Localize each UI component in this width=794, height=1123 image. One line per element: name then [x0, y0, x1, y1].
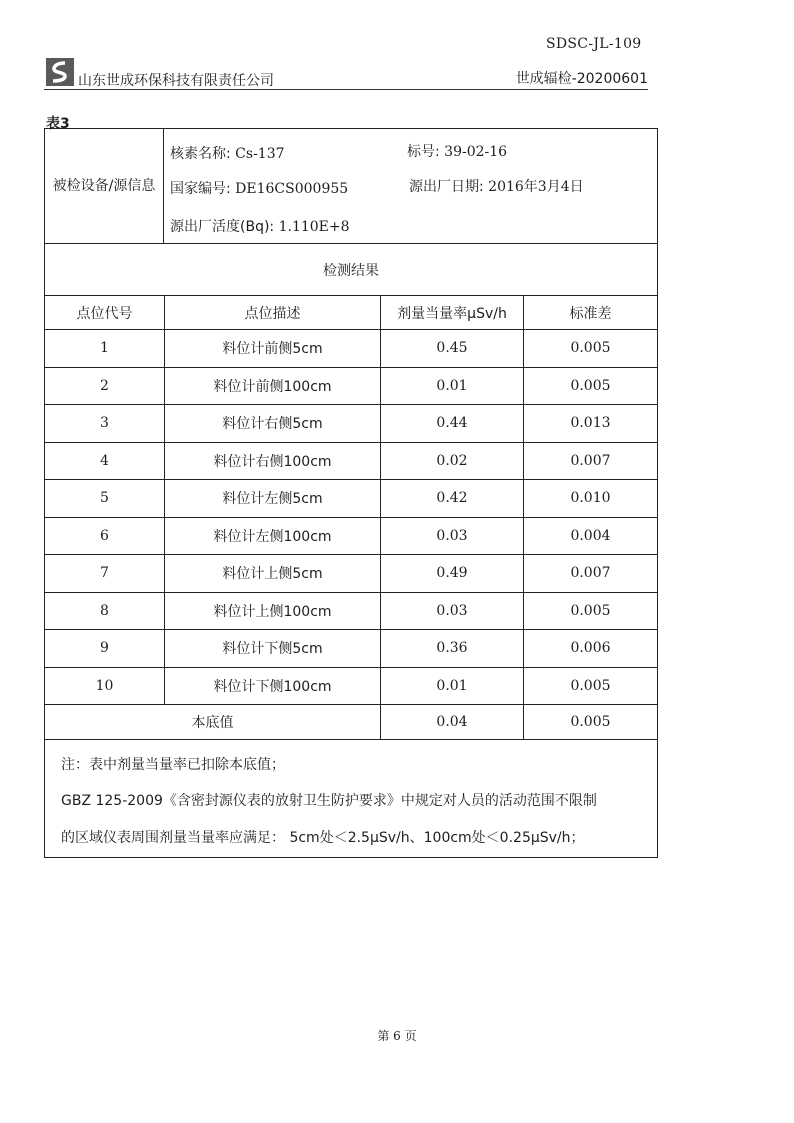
background-label: 本底值: [191, 715, 234, 731]
std-dev-value: 0.005: [523, 330, 657, 367]
factory-date-label: 源出厂日期:: [409, 179, 484, 195]
factory-date-value: 2016年3月4日: [488, 179, 584, 195]
point-code: 8: [100, 602, 109, 619]
point-description: 料位计左侧100cm: [164, 518, 380, 555]
note-line: 的区域仪表周围剂量当量率应满足： 5cm处＜2.5μSv/h、100cm处＜0.25μSv/h；: [61, 830, 585, 846]
note-line: 注：表中剂量当量率已扣除本底值；: [61, 757, 285, 773]
activity-value: 1.110E+8: [278, 219, 350, 235]
point-code: 7: [100, 565, 109, 582]
column-header-dose-rate: 剂量当量率μSv/h: [380, 296, 523, 329]
std-dev-value: 0.005: [523, 368, 657, 405]
point-code: 6: [100, 527, 109, 544]
background-std-dev: 0.005: [523, 705, 657, 739]
dose-rate-value: 0.45: [380, 330, 523, 367]
point-description: 料位计右侧5cm: [164, 405, 380, 442]
device-info-label: 被检设备/源信息: [52, 178, 156, 194]
tag-value: 39-02-16: [444, 144, 508, 160]
point-description: 料位计上侧100cm: [164, 593, 380, 630]
nuclide-value: Cs-137: [235, 146, 285, 162]
table-row: [45, 592, 657, 630]
activity-label: 源出厂活度(Bq):: [170, 219, 275, 235]
national-number-label: 国家编号:: [170, 181, 231, 197]
tag-line: [407, 141, 507, 161]
table-row: [45, 629, 657, 667]
column-header-description: 点位描述: [164, 296, 380, 329]
point-code: 2: [100, 377, 109, 394]
std-dev-value: 0.007: [523, 443, 657, 480]
point-description: 料位计前侧100cm: [164, 368, 380, 405]
point-code: 4: [100, 452, 109, 469]
point-code: 9: [100, 640, 109, 657]
dose-rate-value: 0.49: [380, 555, 523, 592]
table-label: 表3: [46, 116, 70, 132]
std-dev-value: 0.006: [523, 630, 657, 667]
note-line: GBZ 125-2009《含密封源仪表的放射卫生防护要求》中规定对人员的活动范围不限制: [61, 793, 597, 809]
std-dev-value: 0.004: [523, 518, 657, 555]
results-title: 检测结果: [323, 262, 379, 279]
table-row: [45, 479, 657, 517]
column-header-std-dev: 标准差: [523, 296, 657, 329]
factory-date-line: [409, 176, 584, 196]
table-row: [45, 554, 657, 592]
point-description: 料位计上侧5cm: [164, 555, 380, 592]
table-row: [45, 442, 657, 480]
activity-line: [170, 216, 350, 236]
company-name: 山东世成环保科技有限责任公司: [78, 73, 274, 89]
std-dev-value: 0.005: [523, 593, 657, 630]
dose-rate-value: 0.03: [380, 518, 523, 555]
column-header-row: [45, 295, 657, 329]
notes-row: [45, 739, 657, 857]
table-row: [45, 367, 657, 405]
std-dev-value: 0.005: [523, 668, 657, 705]
national-number-line: [170, 178, 348, 198]
company-logo-icon: [46, 58, 74, 86]
dose-rate-value: 0.42: [380, 480, 523, 517]
table-row: [45, 329, 657, 367]
table-row: [45, 667, 657, 705]
nuclide-line: [170, 143, 285, 163]
nuclide-label: 核素名称:: [170, 146, 231, 162]
point-code: 10: [95, 677, 114, 694]
tag-label: 标号:: [407, 144, 440, 160]
point-description: 料位计下侧5cm: [164, 630, 380, 667]
page-header: [44, 58, 648, 90]
point-description: 料位计右侧100cm: [164, 443, 380, 480]
point-code: 1: [100, 340, 109, 357]
std-dev-value: 0.013: [523, 405, 657, 442]
document-code: SDSC-JL-109: [546, 36, 642, 52]
std-dev-value: 0.010: [523, 480, 657, 517]
dose-rate-value: 0.03: [380, 593, 523, 630]
point-code: 3: [100, 415, 109, 432]
table-row: [45, 404, 657, 442]
dose-rate-value: 0.44: [380, 405, 523, 442]
dose-rate-value: 0.01: [380, 668, 523, 705]
dose-rate-value: 0.01: [380, 368, 523, 405]
device-info-row: [45, 129, 657, 243]
table-row: [45, 517, 657, 555]
point-code: 5: [100, 490, 109, 507]
results-title-row: [45, 243, 657, 295]
report-number: 世成辐检-20200601: [515, 71, 648, 87]
point-description: 料位计下侧100cm: [164, 668, 380, 705]
dose-rate-value: 0.02: [380, 443, 523, 480]
std-dev-value: 0.007: [523, 555, 657, 592]
background-dose-rate: 0.04: [380, 705, 523, 739]
point-description: 料位计前侧5cm: [164, 330, 380, 367]
page-number: 第 6 页: [377, 1029, 417, 1043]
point-description: 料位计左侧5cm: [164, 480, 380, 517]
dose-rate-value: 0.36: [380, 630, 523, 667]
background-row: [45, 704, 657, 739]
results-table: [44, 128, 658, 858]
column-header-code: 点位代号: [76, 305, 133, 322]
national-number-value: DE16CS000955: [235, 181, 349, 197]
device-info-cell: [163, 129, 657, 243]
header-divider: [44, 89, 648, 90]
